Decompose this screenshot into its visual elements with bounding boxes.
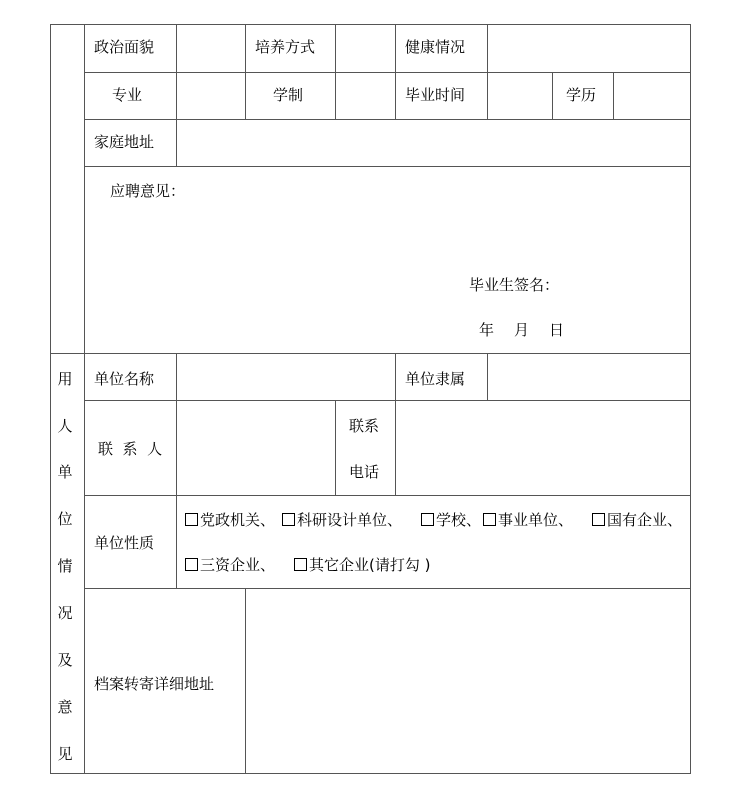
side-char: 意	[57, 698, 73, 716]
date-day: 日	[549, 321, 565, 339]
option-public-institution[interactable]	[483, 511, 573, 529]
political-status-field[interactable]	[177, 25, 245, 72]
checkbox[interactable]	[592, 513, 605, 526]
major-label: 专业	[112, 86, 143, 104]
option-research[interactable]	[282, 511, 402, 529]
contact-phone-field[interactable]	[396, 401, 690, 495]
training-mode-field[interactable]	[336, 25, 395, 72]
unit-nature-label: 单位性质	[94, 534, 155, 552]
checkbox[interactable]	[185, 558, 198, 571]
training-mode-label: 培养方式	[255, 38, 316, 56]
home-address-field[interactable]	[177, 120, 690, 166]
option-label: 国有企业、	[607, 511, 683, 529]
option-foreign-invested[interactable]	[185, 556, 275, 574]
checkbox[interactable]	[185, 513, 198, 526]
side-char: 用	[57, 370, 73, 388]
option-school[interactable]	[421, 511, 481, 529]
date-year: 年	[479, 321, 495, 339]
side-char: 人	[57, 417, 73, 435]
unit-name-field[interactable]	[177, 354, 395, 400]
side-char: 单	[57, 463, 73, 481]
option-label: 三资企业、	[200, 556, 276, 574]
option-label: 科研设计单位、	[297, 511, 403, 529]
checkbox[interactable]	[282, 513, 295, 526]
political-status-label: 政治面貌	[94, 38, 155, 56]
graduation-time-label: 毕业时间	[405, 86, 466, 104]
checkbox[interactable]	[421, 513, 434, 526]
home-address-label: 家庭地址	[94, 133, 155, 151]
side-char: 情	[57, 557, 73, 575]
signature-label: 毕业生签名：	[469, 276, 560, 294]
contact-person-field[interactable]	[177, 401, 335, 495]
option-label: 党政机关、	[200, 511, 276, 529]
health-field[interactable]	[488, 25, 690, 72]
option-other[interactable]	[294, 556, 430, 574]
contact-phone-label-2: 电话	[349, 463, 380, 481]
option-label: 学校、	[436, 511, 482, 529]
major-field[interactable]	[177, 73, 245, 119]
side-char: 见	[57, 745, 73, 763]
education-field[interactable]	[614, 73, 690, 119]
option-party-govt[interactable]	[185, 511, 275, 529]
contact-phone-label-1: 联系	[349, 417, 380, 435]
archive-address-label: 档案转寄详细地址	[94, 675, 215, 693]
side-char: 位	[57, 510, 73, 528]
unit-name-label: 单位名称	[94, 370, 155, 388]
date-month: 月	[514, 321, 530, 339]
checkbox[interactable]	[483, 513, 496, 526]
unit-affiliation-label: 单位隶属	[405, 370, 466, 388]
opinion-label: 应聘意见：	[110, 182, 186, 200]
contact-person-label: 联 系 人	[98, 440, 163, 458]
unit-affiliation-field[interactable]	[488, 354, 690, 400]
health-label: 健康情况	[405, 38, 466, 56]
education-label: 学历	[566, 86, 597, 104]
archive-address-field[interactable]	[246, 589, 690, 773]
duration-label: 学制	[273, 86, 304, 104]
graduation-time-field[interactable]	[488, 73, 552, 119]
duration-field[interactable]	[336, 73, 395, 119]
option-label: 事业单位、	[498, 511, 574, 529]
checkbox[interactable]	[294, 558, 307, 571]
side-char: 况	[57, 604, 73, 622]
option-label: 其它企业(请打勾 )	[309, 556, 431, 574]
option-state-owned[interactable]	[592, 511, 682, 529]
side-char: 及	[57, 651, 73, 669]
